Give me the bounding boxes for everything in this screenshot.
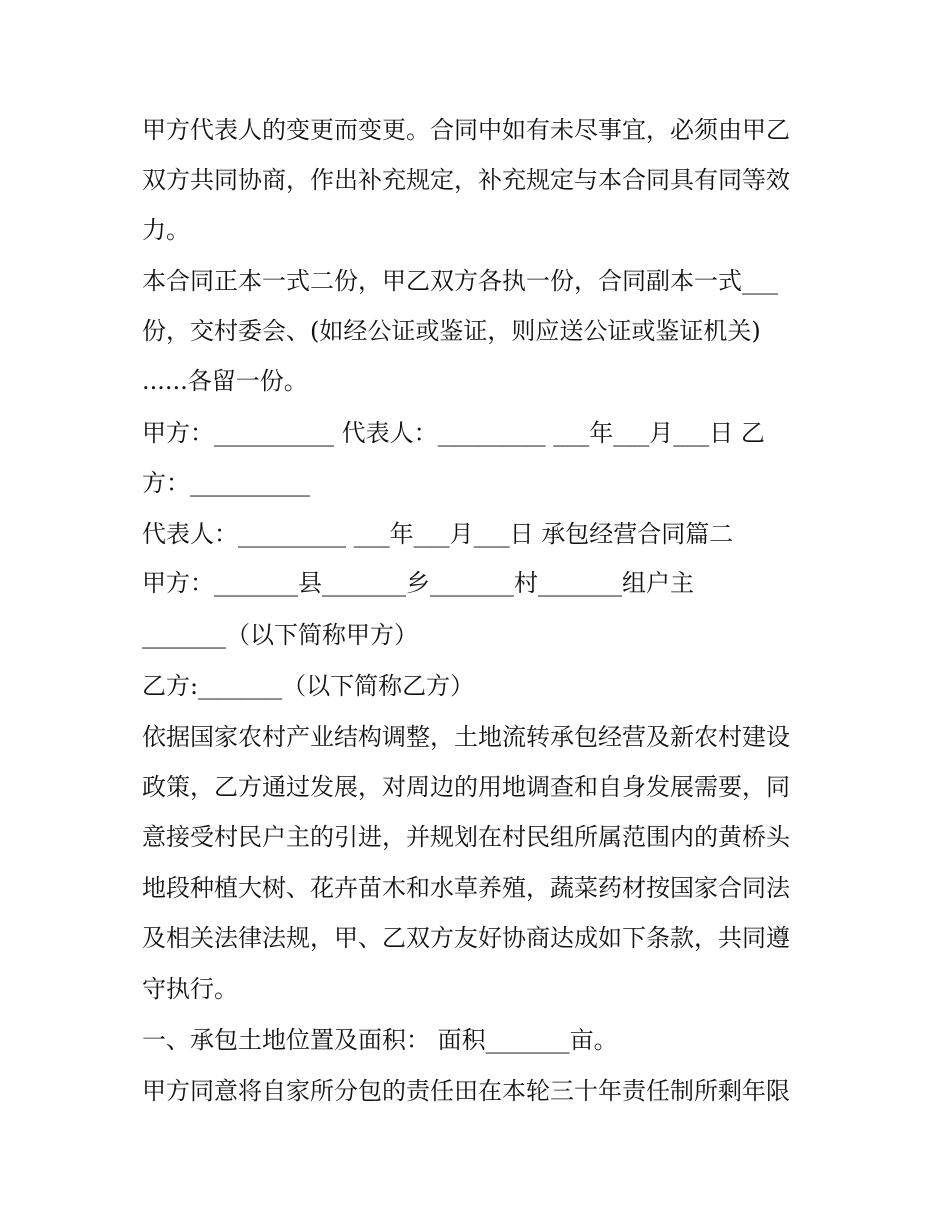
text-line: 一、承包土地位置及面积： 面积_______亩。 bbox=[142, 1026, 618, 1054]
text-line: 甲方同意将自家所分包的责任田在本轮三十年责任制所剩年限 bbox=[142, 1077, 790, 1105]
text-line: 依据国家农村产业结构调整，土地流转承包经营及新农村建设 bbox=[142, 723, 790, 751]
text-line: 及相关法律法规，甲、乙双方友好协商达成如下条款，共同遵 bbox=[142, 924, 790, 952]
text-line: _______（以下简称甲方） bbox=[142, 621, 418, 649]
text-line: 甲方：__________ 代表人：_________ ___年___月___日 乙 bbox=[142, 419, 765, 447]
text-line: 乙方:_______（以下简称乙方） bbox=[142, 672, 475, 700]
text-line: 代表人：_________ ___年___月___日 承包经营合同篇二 bbox=[142, 520, 734, 548]
text-line: 份，交村委会、(如经公证或鉴证，则应送公证或鉴证机关) bbox=[142, 317, 761, 345]
text-line: 守执行。 bbox=[142, 975, 238, 1003]
text-line: 地段种植大树、花卉苗木和水草养殖，蔬菜药材按国家合同法 bbox=[142, 874, 790, 902]
text-line: ......各留一份。 bbox=[142, 367, 308, 395]
text-line: 本合同正本一式二份，甲乙双方各执一份，合同副本一式___ bbox=[142, 267, 778, 295]
text-line: 方：__________ bbox=[142, 469, 310, 497]
text-line: 甲方：_______县_______乡_______村_______组户主 bbox=[142, 569, 694, 597]
text-line: 双方共同协商，作出补充规定，补充规定与本合同具有同等效 bbox=[142, 166, 790, 194]
text-line: 甲方代表人的变更而变更。合同中如有未尽事宜，必须由甲乙 bbox=[142, 116, 790, 144]
text-line: 力。 bbox=[142, 216, 190, 244]
text-line: 意接受村民户主的引进，并规划在村民组所属范围内的黄桥头 bbox=[142, 823, 790, 851]
text-line: 政策，乙方通过发展，对周边的用地调查和自身发展需要，同 bbox=[142, 773, 790, 801]
